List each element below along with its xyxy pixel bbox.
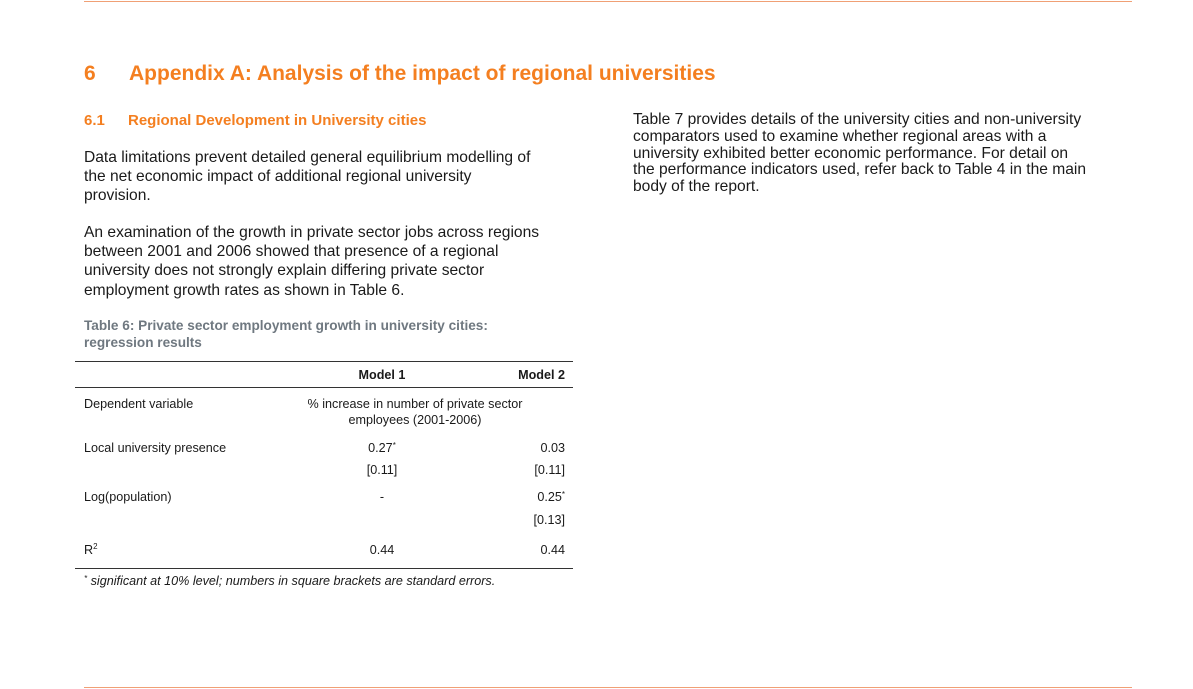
cell-local-university-model1 [318,440,446,456]
table-bottom-rule [75,568,573,569]
paragraph-growth-examination [84,223,584,300]
paragraph-line: provision. [84,187,151,205]
superscript-2: 2 [93,542,98,551]
se-local-university-model2: [0.11] [534,463,565,477]
caption-line: regression results [84,334,202,350]
coefficient: 0.25 [537,490,562,504]
coefficient: 0.27 [368,441,393,455]
se-log-population-model2: [0.13] [533,513,565,527]
cell-r-squared-model1: 0.44 [369,543,395,557]
r-label: R [84,543,94,557]
coefficient: 0.03 [540,441,565,455]
dependent-variable-description: % increase in number of private sector employees (2001-2006) [307,397,523,427]
row-label-local-university: Local university presence [84,441,227,455]
significance-mark: * [392,441,396,450]
top-divider [84,1,1132,2]
paragraph-table-7 [633,112,1153,196]
row-label-r-squared [84,542,98,558]
paragraph-line: body of the report. [633,178,760,196]
section-title: Appendix A: Analysis of the impact of regional universities [129,62,716,85]
paragraph-line: Data limitations prevent detailed general equilibrium modelling of [84,149,531,166]
subsection-number: 6.1 [84,112,105,129]
cell-local-university-model2 [540,440,565,456]
row-label-dependent-variable: Dependent variable [84,397,194,411]
paragraph-line: comparators used to examine whether regional areas with a [633,127,1047,145]
table-footnote [84,574,495,588]
paragraph-line: employment growth rates as shown in Table 6. [84,281,405,299]
caption-line: Table 6: Private sector employment growth in university cities: [84,318,488,333]
section-number: 6 [84,62,96,85]
table-caption [84,318,488,351]
paragraph-line: between 2001 and 2006 showed that presence of a regional [84,243,499,261]
cell-r-squared-model2: 0.44 [540,543,565,557]
row-label-log-population: Log(population) [84,490,172,504]
column-header-model-1: Model 1 [358,368,406,382]
se-local-university-model1: [0.11] [366,463,398,477]
paragraph-line: An examination of the growth in private sector jobs across regions [84,224,540,241]
table-header-rule [75,387,573,388]
bottom-divider [84,687,1132,688]
section-heading [84,62,716,86]
paragraph-line: university does not strongly explain differing private sector [84,262,485,280]
paragraph-line: the net economic impact of additional regional university [84,168,472,186]
footnote-marker: * [84,574,88,583]
cell-log-population-model1: - [379,490,385,504]
paragraph-line: Table 7 provides details of the university cities and non-university [633,111,1082,128]
cell-log-population-model2 [537,489,565,505]
table-top-rule [75,361,573,362]
paragraph-data-limitations [84,148,584,206]
paragraph-line: university exhibited better economic performance. For detail on [633,144,1069,162]
column-header-model-2: Model 2 [518,368,565,382]
significance-mark: * [561,490,565,499]
subsection-title: Regional Development in University cities [128,112,427,129]
footnote-text: significant at 10% level; numbers in square brackets are standard errors. [87,574,496,588]
paragraph-line: the performance indicators used, refer back to Table 4 in the main [633,161,1087,179]
subsection-heading [84,112,426,129]
